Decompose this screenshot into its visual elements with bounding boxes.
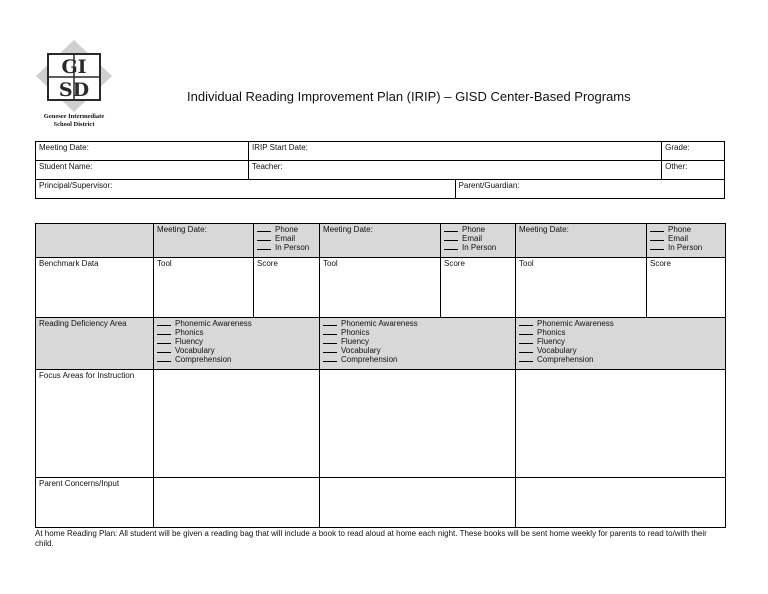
option-in-person: In Person	[462, 243, 497, 252]
student-name-field[interactable]: Student Name:	[36, 161, 249, 180]
grade-field[interactable]: Grade:	[662, 142, 725, 161]
info-table	[35, 141, 725, 199]
option-comprehension: Comprehension	[341, 355, 398, 364]
checkbox-blank[interactable]	[157, 355, 171, 362]
meeting3-date-label[interactable]: Meeting Date:	[516, 224, 647, 258]
checkbox-blank[interactable]	[323, 355, 337, 362]
option-phonemic-awareness: Phonemic Awareness	[175, 319, 252, 328]
parent3-input[interactable]	[516, 478, 726, 528]
option-comprehension: Comprehension	[537, 355, 594, 364]
principal-supervisor-field[interactable]: Principal/Supervisor:	[36, 180, 456, 199]
option-phonics: Phonics	[537, 328, 566, 337]
checkbox-blank[interactable]	[323, 319, 337, 326]
option-phonemic-awareness: Phonemic Awareness	[341, 319, 418, 328]
option-phonics: Phonics	[175, 328, 204, 337]
focus2-input[interactable]	[320, 370, 516, 478]
checkbox-blank[interactable]	[157, 328, 171, 335]
meeting2-contact-options	[441, 224, 516, 258]
option-phonemic-awareness: Phonemic Awareness	[537, 319, 614, 328]
option-fluency: Fluency	[341, 337, 370, 346]
option-fluency: Fluency	[175, 337, 204, 346]
checkbox-blank[interactable]	[323, 328, 337, 335]
checkbox-blank[interactable]	[157, 319, 171, 326]
benchmark3-score[interactable]: Score	[647, 258, 726, 318]
meeting3-contact-options	[647, 224, 726, 258]
option-in-person: In Person	[668, 243, 703, 252]
checkbox-blank[interactable]	[323, 337, 337, 344]
option-phone: Phone	[668, 225, 692, 234]
meeting2-date-label[interactable]: Meeting Date:	[320, 224, 441, 258]
checkbox-blank[interactable]	[519, 355, 533, 362]
checkbox-blank[interactable]	[444, 243, 458, 250]
parent-guardian-field[interactable]: Parent/Guardian:	[455, 180, 724, 199]
deficiency3-options	[516, 318, 726, 370]
checkbox-blank[interactable]	[519, 346, 533, 353]
checkbox-blank[interactable]	[519, 319, 533, 326]
checkbox-blank[interactable]	[519, 328, 533, 335]
meeting-date-field[interactable]: Meeting Date:	[36, 142, 249, 161]
focus1-input[interactable]	[154, 370, 320, 478]
plan-table	[35, 223, 726, 528]
parent2-input[interactable]	[320, 478, 516, 528]
benchmark1-tool[interactable]: Tool	[154, 258, 254, 318]
checkbox-blank[interactable]	[157, 346, 171, 353]
meeting1-date-label[interactable]: Meeting Date:	[154, 224, 254, 258]
checkbox-blank[interactable]	[519, 337, 533, 344]
benchmark2-tool[interactable]: Tool	[320, 258, 441, 318]
teacher-field[interactable]: Teacher:	[249, 161, 662, 180]
logo-caption-line1: Genesee Intermediate	[43, 113, 105, 120]
checkbox-blank[interactable]	[323, 346, 337, 353]
benchmark1-score[interactable]: Score	[254, 258, 320, 318]
checkbox-blank[interactable]	[257, 225, 271, 232]
row-label-parent: Parent Concerns/Input	[36, 478, 154, 528]
option-email: Email	[275, 234, 296, 243]
benchmark2-score[interactable]: Score	[441, 258, 516, 318]
option-vocabulary: Vocabulary	[537, 346, 577, 355]
checkbox-blank[interactable]	[444, 225, 458, 232]
logo-letters-top: GI	[61, 56, 87, 78]
option-email: Email	[462, 234, 483, 243]
focus3-input[interactable]	[516, 370, 726, 478]
logo-caption-line2: School District	[53, 121, 95, 128]
checkbox-blank[interactable]	[444, 234, 458, 241]
irip-start-date-field[interactable]: IRIP Start Date:	[249, 142, 662, 161]
home-reading-plan-note: At home Reading Plan: All student will be given a reading bag that will include a book to read aloud at home each night. These books will be sent home weekly for parents to read to/with their child.	[35, 529, 707, 548]
option-email: Email	[668, 234, 689, 243]
checkbox-blank[interactable]	[257, 234, 271, 241]
option-fluency: Fluency	[537, 337, 566, 346]
option-in-person: In Person	[275, 243, 310, 252]
checkbox-blank[interactable]	[650, 234, 664, 241]
corner-cell	[36, 224, 154, 258]
option-vocabulary: Vocabulary	[175, 346, 215, 355]
row-label-benchmark: Benchmark Data	[36, 258, 154, 318]
checkbox-blank[interactable]	[650, 225, 664, 232]
other-field[interactable]: Other:	[662, 161, 725, 180]
deficiency2-options	[320, 318, 516, 370]
benchmark3-tool[interactable]: Tool	[516, 258, 647, 318]
option-phone: Phone	[275, 225, 299, 234]
document-title: Individual Reading Improvement Plan (IRIP) – GISD Center-Based Programs	[187, 89, 631, 104]
checkbox-blank[interactable]	[257, 243, 271, 250]
checkbox-blank[interactable]	[157, 337, 171, 344]
option-phone: Phone	[462, 225, 486, 234]
parent1-input[interactable]	[154, 478, 320, 528]
meeting1-contact-options	[254, 224, 320, 258]
checkbox-blank[interactable]	[650, 243, 664, 250]
row-label-deficiency: Reading Deficiency Area	[36, 318, 154, 370]
deficiency1-options	[154, 318, 320, 370]
logo-letters-bottom: SD	[58, 79, 90, 101]
option-vocabulary: Vocabulary	[341, 346, 381, 355]
option-phonics: Phonics	[341, 328, 370, 337]
option-comprehension: Comprehension	[175, 355, 232, 364]
logo-caption	[28, 113, 120, 129]
row-label-focus: Focus Areas for Instruction	[36, 370, 154, 478]
